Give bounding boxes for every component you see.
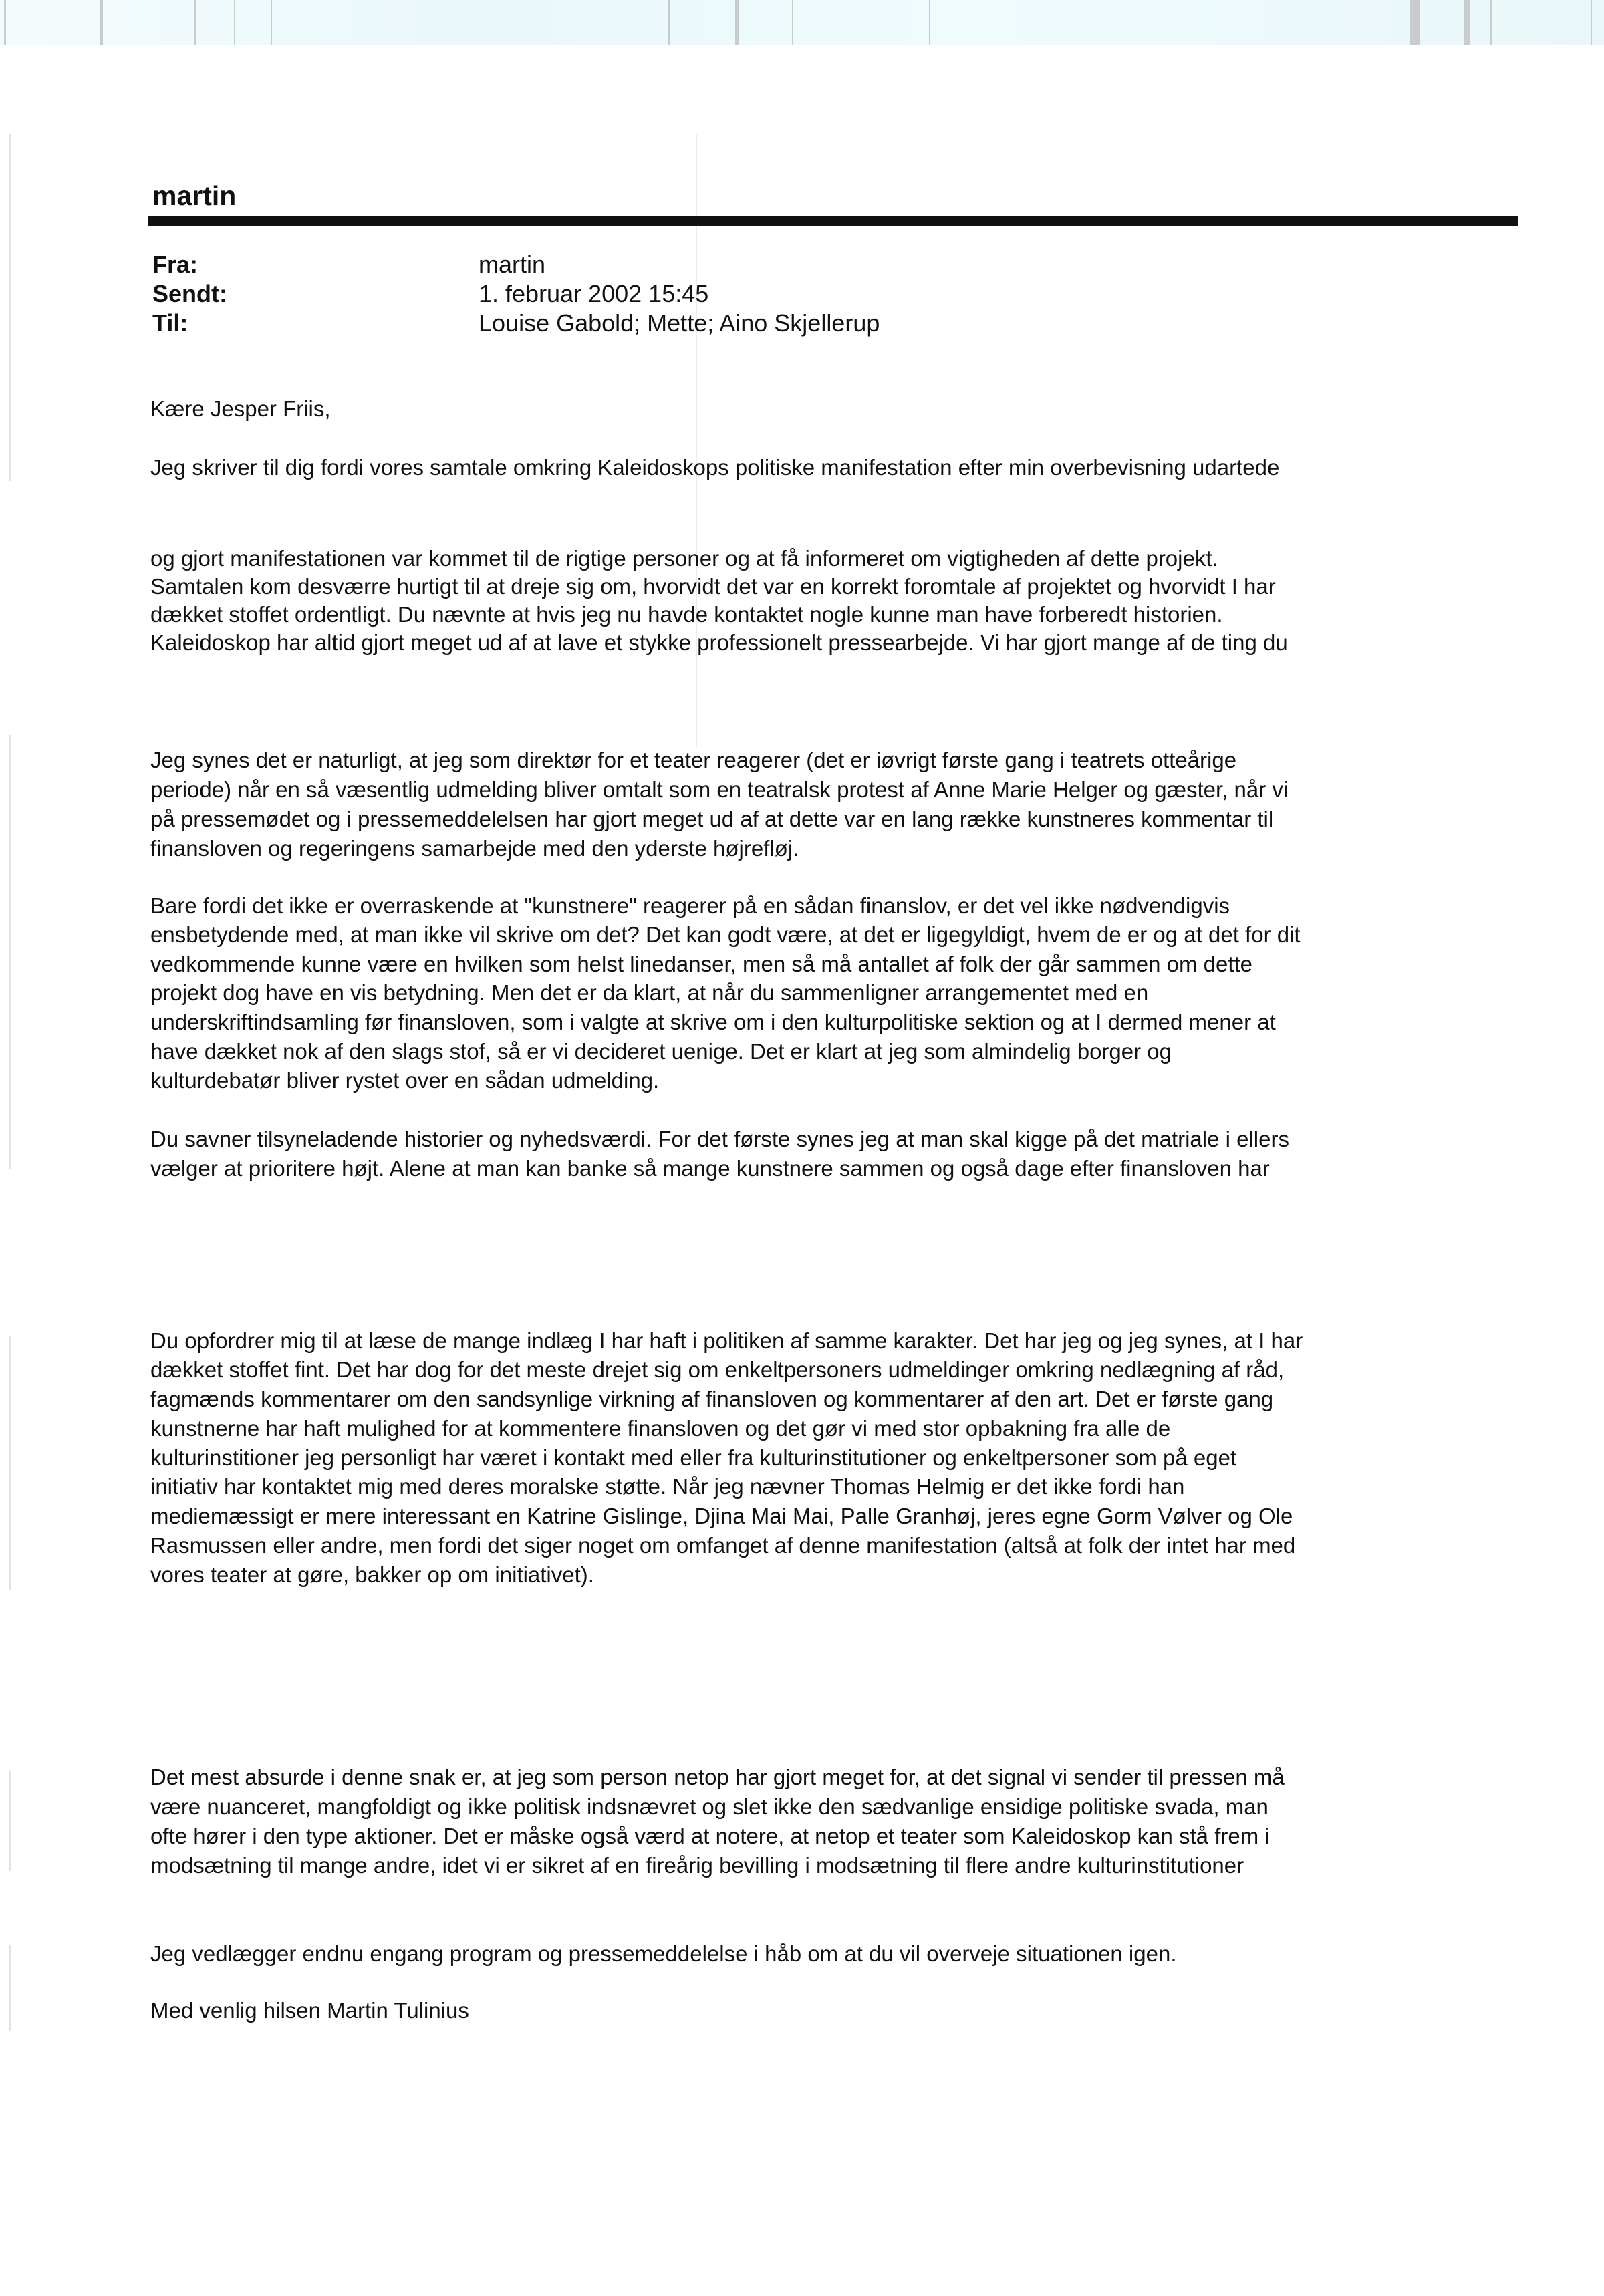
email-sender-title: martin — [152, 180, 237, 211]
body-line: og gjort manifestationen var kommet til de rigtige personer og at få informeret om vigtigheden af dette projekt. — [150, 545, 1218, 571]
body-line: Rasmussen eller andre, men fordi det siger noget om omfanget af denne manifestation (altså at folk der intet har med — [150, 1532, 1296, 1558]
scan-edge-mark — [9, 735, 11, 1169]
paragraph — [150, 1764, 1541, 1878]
paragraph — [150, 374, 1541, 441]
paragraph — [150, 1991, 1541, 2038]
body-line: Jeg vedlægger endnu engang program og pressemeddelelse i håb om at du vil overveje situationen igen. — [150, 1941, 1177, 1966]
body-line: periode) når en så væsentlig udmelding bliver omtalt som en teatralsk protest af Anne Marie Helger og gæster, når vi — [150, 776, 1289, 802]
body-line: Kære Jesper Friis, — [150, 396, 331, 421]
body-line: kulturinstitioner jeg personligt har været i kontakt med eller fra kulturinstitutioner og enkeltpersoner som på eget — [150, 1445, 1237, 1470]
body-line: ofte hører i den type aktioner. Det er måske også værd at notere, at netop et teater som Kaleidoskop kan stå frem i — [150, 1823, 1270, 1848]
body-line: Du savner tilsyneladende historier og nyhedsværdi. For det første synes jeg at man skal kigge på det matriale i ellers — [150, 1126, 1289, 1151]
paragraph — [150, 441, 1541, 478]
from-value: martin — [479, 251, 546, 278]
to-value: Louise Gabold; Mette; Aino Skjellerup — [479, 309, 880, 337]
body-line: modsætning til mange andre, idet vi er sikret af en fireårig bevilling i modsætning til flere andre kulturinstitutioner — [150, 1852, 1244, 1878]
scan-artifact-strip — [0, 0, 1604, 45]
sent-label: Sendt: — [152, 280, 227, 307]
body-line: underskriftindsamling før finansloven, som i valgte at skrive om i den kulturpolitiske sektion og at I dermed mener at — [150, 1009, 1276, 1034]
body-line: initiativ har kontaktet mig med deres moralske støtte. Når jeg nævner Thomas Helmig er det ikke fordi han — [150, 1474, 1185, 1499]
body-line: være nuanceret, mangfoldigt og ikke politisk indsnævret og slet ikke den sædvanlige ensidige politiske svada, man — [150, 1793, 1268, 1819]
scan-edge-mark — [9, 1771, 11, 1871]
body-line: Med venlig hilsen Martin Tulinius — [150, 1997, 469, 2023]
paragraph — [150, 1123, 1541, 1181]
body-line: have dækket nok af den slags stof, så er vi decideret uenige. Det er klart at jeg som almindelig borger og — [150, 1038, 1172, 1064]
body-line: Kaleidoskop har altid gjort meget ud af at lave et stykke professionelt pressearbejde. Vi har gjort mange af de ting du — [150, 629, 1288, 655]
scan-edge-mark — [9, 134, 11, 481]
body-line: vores teater at gøre, bakker op om initiativet). — [150, 1562, 594, 1587]
paragraph — [150, 882, 1541, 1103]
body-line: dækket stoffet ordentligt. Du nævnte at hvis jeg nu havde kontaktet nogle kunne man have forberedt historien. — [150, 601, 1223, 627]
paragraph — [150, 735, 1541, 869]
paragraph — [150, 545, 1541, 655]
body-line: Jeg synes det er naturligt, at jeg som direktør for et teater reagerer (det er iøvrigt første gang i teatrets otteårige — [150, 747, 1237, 772]
body-line: Bare fordi det ikke er overraskende at "kunstnere" reagerer på en sådan finanslov, er det vel ikke nødvendigvis — [150, 893, 1230, 918]
paragraph — [150, 1328, 1541, 1597]
body-line: ensbetydende med, at man ikke vil skrive om det? Det kan godt være, at det er ligegyldigt, hvem de er og at det for dit — [150, 922, 1301, 948]
body-line: Samtalen kom desværre hurtigt til at dreje sig om, hvorvidt det var en korrekt foromtale af projektet og hvorvidt I har — [150, 573, 1276, 599]
body-line: projekt dog have en vis betydning. Men det er da klart, at når du sammenligner arrangementet med en — [150, 980, 1149, 1006]
scan-edge-mark — [9, 1945, 11, 2031]
from-label: Fra: — [152, 251, 198, 278]
scan-edge-mark — [9, 1336, 11, 1590]
sent-value: 1. februar 2002 15:45 — [479, 280, 709, 307]
body-line: fagmænds kommentarer om den sandsynlige virkning af finansloven og kommentarer af den art. Det er første gang — [150, 1387, 1274, 1411]
body-line: vælger at prioritere højt. Alene at man kan banke så mange kunstnere sammen og også dage efter finansloven har — [150, 1155, 1270, 1181]
body-line: mediemæssigt er mere interessant en Katrine Gislinge, Djina Mai Mai, Palle Granhøj, jeres egne Gorm Vølver og Ole — [150, 1503, 1293, 1528]
body-line: vedkommende kunne være en hvilken som helst linedanser, men så må antallet af folk der går sammen om dette — [150, 951, 1253, 976]
body-line: finansloven og regeringens samarbejde med den yderste højrefløj. — [150, 835, 799, 861]
paragraph — [150, 1941, 1541, 1978]
body-line: Du opfordrer mig til at læse de mange indlæg I har haft i politiken af samme karakter. Det har jeg og jeg synes, at I har — [150, 1328, 1303, 1353]
body-line: Jeg skriver til dig fordi vores samtale omkring Kaleidoskops politiske manifestation efter min overbevisning udartede — [150, 454, 1280, 480]
body-line: på pressemødet og i pressemeddelelsen har gjort meget ud af at dette var en lang række kunstneres kommentar til — [150, 806, 1274, 831]
body-line: kulturdebatør bliver rystet over en sådan udmelding. — [150, 1068, 660, 1093]
header-rule — [148, 216, 1518, 226]
to-label: Til: — [152, 309, 188, 337]
body-line: Det mest absurde i denne snak er, at jeg som person netop har gjort meget for, at det signal vi sender til pressen må — [150, 1764, 1285, 1789]
body-line: dækket stoffet fint. Det har dog for det meste drejet sig om enkeltpersoners udmeldinger omkring nedlægning af råd, — [150, 1357, 1285, 1383]
body-line: kunstnerne har haft mulighed for at kommentere finansloven og det gør vi med stor opbakning fra alle de — [150, 1415, 1171, 1441]
